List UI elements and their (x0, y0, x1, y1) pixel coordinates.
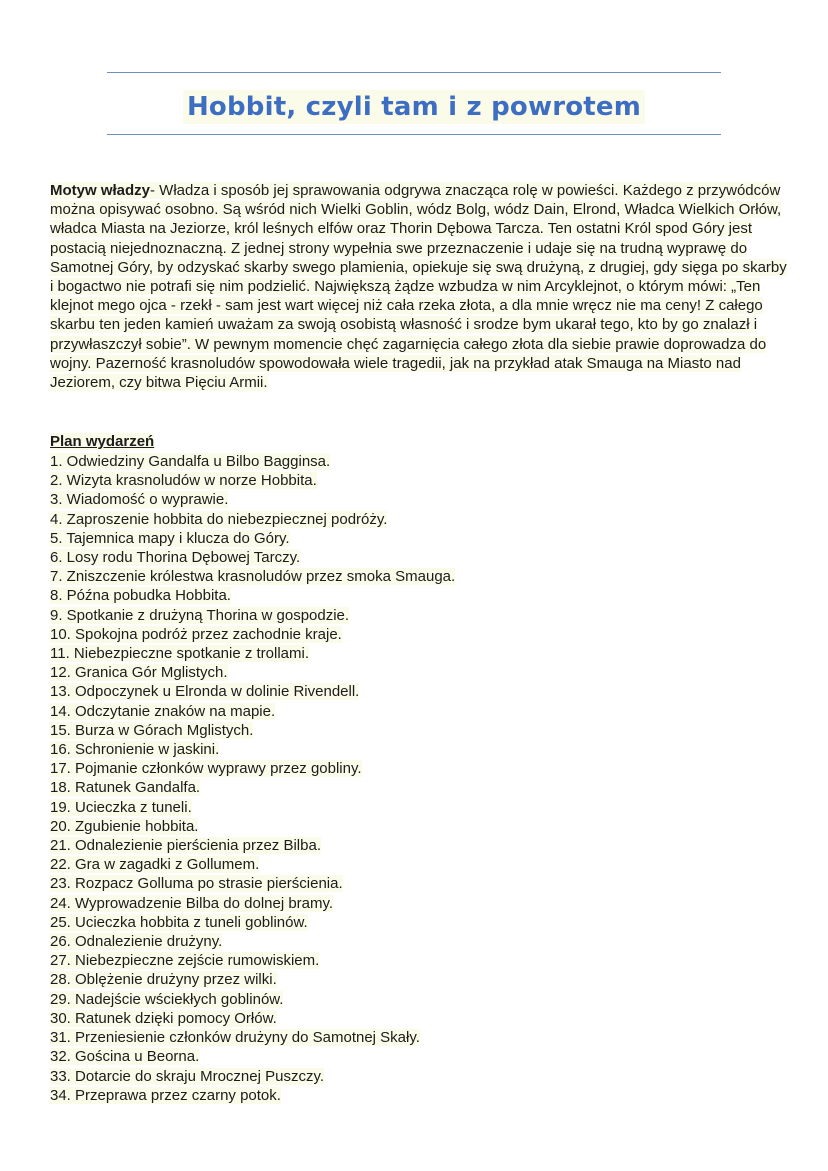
plan-list-item (50, 990, 455, 1009)
plan-list-item (50, 932, 455, 951)
plan-heading-text: Plan wydarzeń (50, 433, 155, 450)
plan-list-item-text: 21. Odnalezienie pierścienia przez Bilba. (50, 837, 321, 855)
plan-list-item (50, 970, 455, 989)
plan-list-item (50, 452, 455, 471)
plan-list-item-text: 16. Schronienie w jaskini. (50, 741, 220, 759)
plan-list-item-text: 9. Spotkanie z drużyną Thorina w gospodzie. (50, 606, 350, 624)
plan-list-item-text: 29. Nadejście wściekłych goblinów. (50, 990, 284, 1008)
plan-list-item-text: 34. Przeprawa przez czarny potok. (50, 1086, 281, 1104)
motyw-paragraph (50, 181, 788, 392)
plan-list-item (50, 529, 455, 548)
motyw-text: - Władza i sposób jej sprawowania odgrywa znacząca rolę w powieści. Każdego z przywódców można opisywać osobno. Są wśród nich Wielki Goblin, wódz Bolg, wódz Dain, Elrond, Władca Wielkich Orłów, władca Miasta na Jeziorze, król leśnych elfów oraz Thorin Dębowa Tarcza. Ten ostatni Król spod Góry jest postacią niejednoznaczną. Z jednej strony wypełnia swe przeznaczenie i udaje się na trudną wyprawę do Samotnej Góry, by odzyskać skarby swego plamienia, opiekuje się swą drużyną, z drugiej, gdy sięga po skarby i bogactwo nie potrafi się nim podzielić. Największą żądze wzbudza w nim Arcyklejnot, o którym mówi: „Ten klejnot mego ojca - rzekł - sam jest wart więcej niż cała rzeka złota, a dla mnie wręcz nie ma ceny! Z całego skarbu ten jeden kamień uważam za swoją osobistą własność i srodze bym ukarał tego, kto by go znalazł i przywłaszczył sobie”. W pewnym momencie chęć zagarnięcia całego złota dla siebie prawie doprowadza do wojny. Pazerność krasnoludów spowodowała wiele tragedii, jak na przykład atak Smauga na Miasto nad Jeziorem, czy bitwa Pięciu Armii. (50, 182, 787, 392)
plan-list-item (50, 548, 455, 567)
plan-list-item-text: 25. Ucieczka hobbita z tuneli goblinów. (50, 913, 308, 931)
plan-list-item (50, 913, 455, 932)
plan-list-item (50, 663, 455, 682)
plan-list-item (50, 894, 455, 913)
motyw-label: Motyw władzy (50, 182, 151, 199)
plan-list-item-text: 10. Spokojna podróż przez zachodnie kraje. (50, 625, 342, 643)
plan-list-item (50, 1009, 455, 1028)
plan-list-item (50, 682, 455, 701)
document-title (0, 86, 828, 124)
plan-list-item (50, 1047, 455, 1066)
plan-list-item-text: 6. Losy rodu Thorina Dębowej Tarczy. (50, 549, 301, 567)
plan-list-item (50, 490, 455, 509)
bottom-divider (107, 134, 721, 135)
plan-list-item (50, 759, 455, 778)
plan-list-item (50, 740, 455, 759)
plan-list-item-text: 23. Rozpacz Golluma po strasie pierścienia. (50, 875, 343, 893)
plan-list-item-text: 33. Dotarcie do skraju Mrocznej Puszczy. (50, 1067, 324, 1085)
plan-list-item-text: 19. Ucieczka z tuneli. (50, 798, 192, 816)
plan-list-item (50, 721, 455, 740)
plan-list-item-text: 1. Odwiedziny Gandalfa u Bilbo Bagginsa. (50, 453, 331, 470)
top-divider (107, 72, 721, 73)
plan-list-item-text: 26. Odnalezienie drużyny. (50, 933, 223, 951)
plan-list-item-text: 12. Granica Gór Mglistych. (50, 664, 228, 682)
plan-list-item-text: 5. Tajemnica mapy i klucza do Góry. (50, 529, 290, 547)
plan-list-item (50, 778, 455, 797)
plan-list-item-text: 32. Gościna u Beorna. (50, 1048, 200, 1066)
plan-list-item (50, 836, 455, 855)
plan-list-item (50, 606, 455, 625)
plan-list-item-text: 2. Wizyta krasnoludów w norze Hobbita. (50, 472, 317, 490)
plan-list-item-text: 28. Oblężenie drużyny przez wilki. (50, 971, 277, 989)
plan-list-item (50, 1028, 455, 1047)
plan-list-item-text: 3. Wiadomość o wyprawie. (50, 491, 229, 509)
plan-list-item (50, 874, 455, 893)
plan-heading (50, 432, 154, 451)
plan-list-item-text: 24. Wyprowadzenie Bilba do dolnej bramy. (50, 894, 334, 912)
plan-list-item-text: 18. Ratunek Gandalfa. (50, 779, 201, 797)
plan-list-item-text: 7. Zniszczenie królestwa krasnoludów przez smoka Smauga. (50, 568, 456, 586)
plan-list-item-text: 11. Niebezpieczne spotkanie z trollami. (50, 645, 310, 663)
plan-list (50, 452, 455, 1105)
plan-list-item-text: 14. Odczytanie znaków na mapie. (50, 702, 276, 720)
plan-list-item-text: 31. Przeniesienie członków drużyny do Samotnej Skały. (50, 1029, 420, 1047)
plan-list-item (50, 855, 455, 874)
plan-list-item (50, 644, 455, 663)
plan-list-item (50, 817, 455, 836)
plan-list-item-text: 15. Burza w Górach Mglistych. (50, 721, 254, 739)
plan-list-item-text: 30. Ratunek dzięki pomocy Orłów. (50, 1009, 277, 1027)
plan-list-item (50, 510, 455, 529)
plan-list-item (50, 586, 455, 605)
plan-list-item-text: 27. Niebezpieczne zejście rumowiskiem. (50, 952, 320, 970)
document-title-text: Hobbit, czyli tam i z powrotem (183, 90, 645, 124)
plan-list-item (50, 567, 455, 586)
plan-list-item (50, 798, 455, 817)
plan-list-item-text: 4. Zaproszenie hobbita do niebezpiecznej podróży. (50, 510, 388, 528)
plan-list-item (50, 471, 455, 490)
plan-list-item-text: 13. Odpoczynek u Elronda w dolinie Rivendell. (50, 683, 360, 701)
plan-list-item (50, 625, 455, 644)
plan-list-item-text: 22. Gra w zagadki z Gollumem. (50, 856, 260, 874)
plan-list-item (50, 1067, 455, 1086)
plan-list-item-text: 17. Pojmanie członków wyprawy przez gobliny. (50, 760, 362, 778)
plan-list-item (50, 1086, 455, 1105)
plan-list-item (50, 951, 455, 970)
plan-list-item (50, 702, 455, 721)
plan-list-item-text: 8. Późna pobudka Hobbita. (50, 587, 231, 605)
plan-list-item-text: 20. Zgubienie hobbita. (50, 817, 199, 835)
